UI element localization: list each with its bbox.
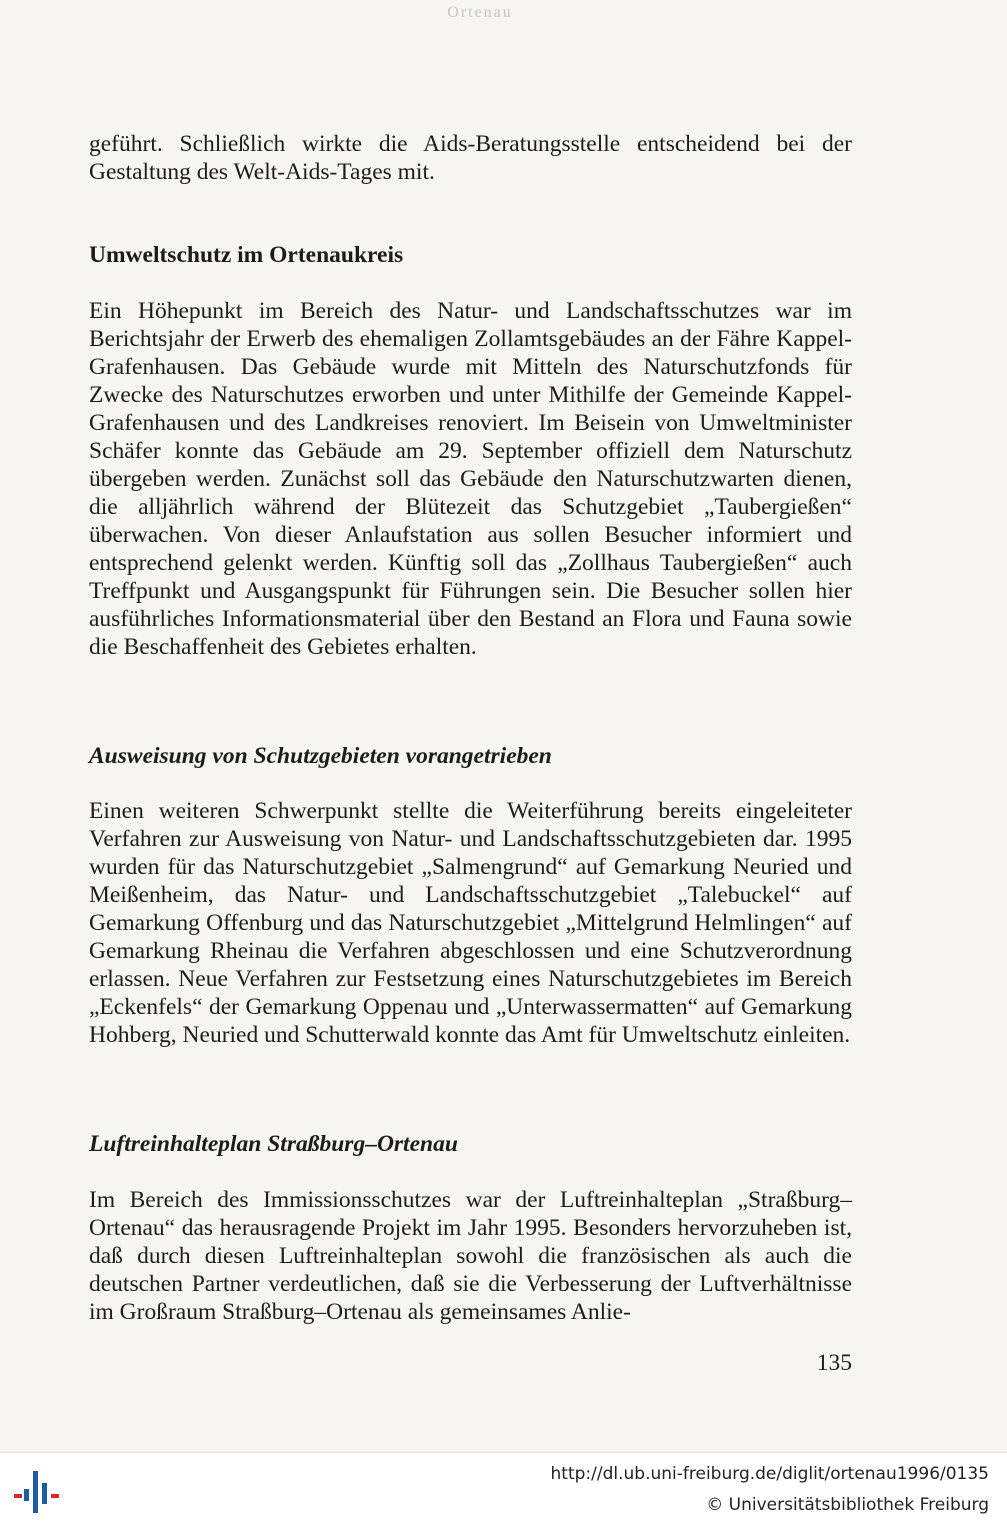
ub-freiburg-logo-icon[interactable] <box>14 1465 62 1515</box>
paragraph-schutzgebiete: Einen weiteren Schwerpunkt stellte die Weiterführung bereits eingeleiteter Verfahren zur Ausweisung von Natur- und Landschaftsschutzgebieten dar. 1995 wurden für das Naturschutzgebiet „Salmengrund“ auf Gemarkung Neuried und Meißenheim, das Natur- und Landschaftsschutzgebiet „Talebuckel“ auf Gemarkung Offenburg und das Naturschutzgebiet „Mittelgrund Helmlingen“ auf Gemarkung Rheinau die Verfahren abgeschlossen und eine Schutzverordnung erlassen. Neue Verfahren zur Festsetzung eines Naturschutzgebietes im Bereich „Eckenfels“ der Gemarkung Oppenau und „Unterwassermatten“ auf Gemarkung Hohberg, Neuried und Schutterwald konnte das Amt für Umweltschutz einleiten. <box>89 798 852 1048</box>
permalink-url[interactable]: http://dl.ub.uni-freiburg.de/diglit/ortenau1996/0135 <box>550 1464 989 1484</box>
footer-bar <box>0 1452 1007 1526</box>
subheading-schutzgebiete: Ausweisung von Schutzgebieten vorangetrieben <box>89 743 552 769</box>
copyright-notice: © Universitätsbibliothek Freiburg <box>706 1495 989 1515</box>
header-show-through: Ortenau <box>447 4 513 21</box>
page-number: 135 <box>816 1350 852 1376</box>
section-heading-umweltschutz: Umweltschutz im Ortenaukreis <box>89 242 404 268</box>
paragraph-zollhaus: Ein Höhepunkt im Bereich des Natur- und Landschaftsschutzes war im Berichtsjahr der Erwerb des ehemaligen Zollamtsgebäudes an der Fähre Kappel-Grafenhausen. Das Gebäude wurde mit Mitteln des Naturschutzfonds für Zwecke des Naturschutzes erworben und unter Mithilfe der Gemeinde Kappel-Grafenhausen und des Landkreises renoviert. Im Beisein von Umweltminister Schäfer konnte das Gebäude am 29. September offiziell dem Naturschutz übergeben werden. Zunächst soll das Gebäude den Naturschutzwarten dienen, die alljährlich während der Blütezeit das Schutzgebiet „Taubergießen“ überwachen. Von dieser Anlaufstation aus sollen Besucher informiert und entsprechend gelenkt werden. Künftig soll das „Zollhaus Taubergießen“ auch Treffpunkt und Ausgangspunkt für Führungen sein. Die Besucher sollen hier ausführliches Informationsmaterial über den Bestand an Flora und Fauna sowie die Beschaffenheit des Gebietes erhalten. <box>89 298 852 660</box>
paragraph-luftreinhalteplan: Im Bereich des Immissionsschutzes war der Luftreinhalteplan „Straßburg–Ortenau“ das herausragende Projekt im Jahr 1995. Besonders hervorzuheben ist, daß durch diesen Luftreinhalteplan sowohl die französischen als auch die deutschen Partner verdeutlichen, daß sie die Verbesserung der Luftverhältnisse im Großraum Straßburg–Ortenau als gemeinsames Anlie- <box>89 1187 852 1325</box>
paragraph-aids-beratung: geführt. Schließlich wirkte die Aids-Beratungsstelle entscheidend bei der Gestaltung des Welt-Aids-Tages mit. <box>89 131 852 185</box>
subheading-luftreinhalteplan: Luftreinhalteplan Straßburg–Ortenau <box>89 1131 458 1157</box>
